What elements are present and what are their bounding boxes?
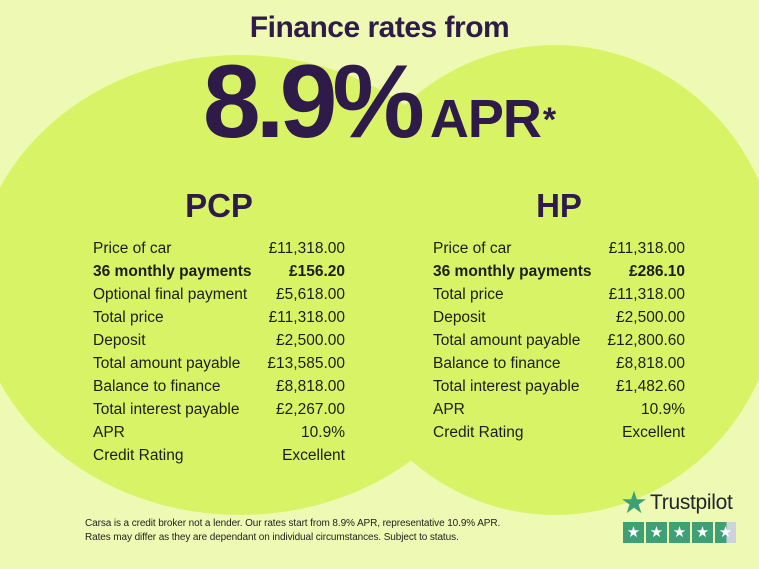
row-value: £2,500.00	[616, 309, 685, 327]
finance-row	[93, 329, 345, 352]
finance-row	[93, 421, 345, 444]
finance-row	[93, 375, 345, 398]
rating-star-box	[669, 522, 690, 543]
row-value: 10.9%	[301, 424, 345, 442]
finance-row	[433, 260, 685, 283]
row-value: £1,482.60	[616, 378, 685, 396]
row-value: Excellent	[622, 424, 685, 442]
rating-star-box	[623, 522, 644, 543]
finance-row	[433, 329, 685, 352]
finance-row	[93, 260, 345, 283]
disclaimer-line-2: Rates may differ as they are dependant on individual circumstances. Subject to status.	[85, 532, 459, 543]
finance-row	[433, 306, 685, 329]
disclaimer-line-1: Carsa is a credit broker not a lender. Our rates start from 8.9% APR, representative 10.9% APR.	[85, 518, 501, 529]
row-label: Total amount payable	[93, 355, 241, 373]
row-label: Total price	[93, 309, 164, 327]
row-label: Total interest payable	[93, 401, 240, 419]
row-value: £5,618.00	[276, 286, 345, 304]
trustpilot-badge	[618, 485, 743, 543]
finance-row	[93, 398, 345, 421]
row-value: £12,800.60	[607, 332, 685, 350]
pcp-finance-table	[93, 188, 345, 467]
trustpilot-logo	[618, 485, 743, 520]
row-label: APR	[433, 401, 465, 419]
finance-row	[93, 352, 345, 375]
row-label: Credit Rating	[93, 447, 184, 465]
row-value: £286.10	[628, 263, 685, 281]
row-label: Credit Rating	[433, 424, 524, 442]
row-value: £13,585.00	[267, 355, 345, 373]
finance-row	[93, 283, 345, 306]
headline-rate	[0, 44, 759, 160]
row-label: Price of car	[433, 240, 512, 258]
row-label: Price of car	[93, 240, 172, 258]
rating-star-box	[692, 522, 713, 543]
star-icon: ★	[718, 524, 733, 541]
row-label: 36 monthly payments	[93, 263, 252, 281]
pcp-heading: PCP	[185, 187, 253, 224]
trustpilot-star-icon: ★	[620, 485, 648, 520]
finance-row	[433, 352, 685, 375]
row-value: £11,318.00	[268, 309, 345, 327]
hp-heading: HP	[536, 187, 582, 224]
row-label: Total interest payable	[433, 378, 580, 396]
row-value: £11,318.00	[268, 240, 345, 258]
row-label: 36 monthly payments	[433, 263, 592, 281]
row-label: Balance to finance	[93, 378, 221, 396]
hp-finance-table	[433, 188, 685, 444]
star-icon: ★	[695, 524, 710, 541]
row-label: Deposit	[433, 309, 486, 327]
row-value: £8,818.00	[276, 378, 345, 396]
rate-apr-label: APR	[429, 89, 541, 149]
finance-row	[433, 421, 685, 444]
finance-row	[433, 398, 685, 421]
trustpilot-wordmark: Trustpilot	[650, 491, 733, 514]
star-icon: ★	[626, 524, 641, 541]
finance-row	[93, 237, 345, 260]
row-value: £2,267.00	[276, 401, 345, 419]
row-value: £156.20	[288, 263, 345, 281]
pcp-rows	[93, 237, 345, 467]
row-value: £8,818.00	[616, 355, 685, 373]
row-value: £11,318.00	[608, 240, 685, 258]
finance-row	[93, 444, 345, 467]
hp-rows	[433, 237, 685, 444]
row-label: Deposit	[93, 332, 146, 350]
row-value: £2,500.00	[276, 332, 345, 350]
banner-title: Finance rates from	[249, 11, 510, 44]
star-icon: ★	[672, 524, 687, 541]
row-label: APR	[93, 424, 125, 442]
row-value: £11,318.00	[608, 286, 685, 304]
row-label: Total amount payable	[433, 332, 581, 350]
finance-row	[433, 237, 685, 260]
finance-row	[433, 283, 685, 306]
rating-star-box	[715, 522, 736, 543]
star-icon: ★	[649, 524, 664, 541]
row-label: Total price	[433, 286, 504, 304]
row-value: Excellent	[282, 447, 345, 465]
rate-asterisk: *	[542, 100, 557, 139]
rating-star-box	[646, 522, 667, 543]
row-value: 10.9%	[641, 401, 685, 419]
rate-value: 8.9%	[202, 44, 420, 160]
legal-disclaimer	[85, 517, 500, 545]
trustpilot-rating-stars	[623, 522, 743, 543]
finance-row	[433, 375, 685, 398]
finance-row	[93, 306, 345, 329]
row-label: Balance to finance	[433, 355, 561, 373]
row-label: Optional final payment	[93, 286, 248, 304]
